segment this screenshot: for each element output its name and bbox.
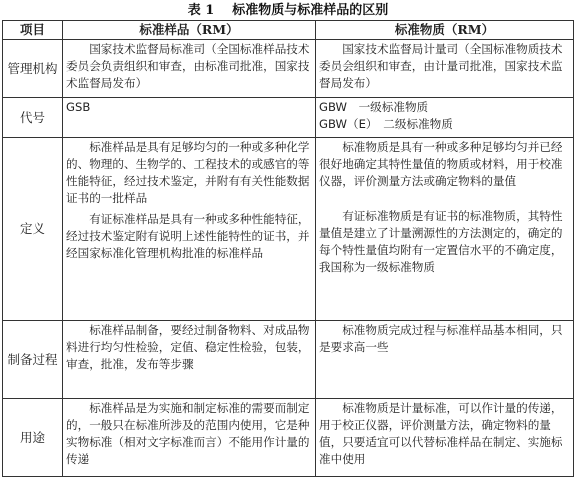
material-text: 标准物质是计量标准，可以作计量的传递，用于校正仪器，评价测量方法，确定物料的量值，只要适宜可以代替标准样品在制定、实施标准中使用 [319, 401, 563, 466]
material-text: 有证标准物质是有证书的标准物质，其特性量值是建立了计量溯源性的方法测定的，确定的每个特性量值均附有一定置信水平的不确定度，我国称为一级标准物质 [319, 209, 563, 274]
sample-text: GSB [66, 100, 91, 114]
row-preparation [3, 321, 574, 399]
row-management-agency [3, 40, 574, 98]
table-number: 表 1 [187, 3, 215, 18]
sample-cell [63, 399, 316, 477]
sample-text: 标准样品制备，要经过制备物料、对成品物料进行均匀性检验，定值、稳定性检验，包装，审查，批准，发布等步骤 [66, 323, 310, 371]
material-text: GBW 一级标准物质 [319, 100, 429, 114]
header-item: 项目 [3, 21, 63, 40]
header-standard-material: 标准物质（RM） [316, 21, 574, 40]
item-label: 定义 [3, 138, 63, 321]
sample-cell [63, 40, 316, 98]
material-cell [316, 40, 574, 98]
comparison-table [2, 20, 574, 477]
table-title: 标准物质与标准样品的区别 [232, 3, 389, 18]
row-code [3, 98, 574, 138]
row-usage [3, 399, 574, 477]
sample-text: 标准样品是具有足够均匀的一种或多种化学的、物理的、生物学的、工程技术的或感官的等性能特征，经过技术鉴定，并附有有关性能数据证书的一批样品 [66, 140, 310, 205]
material-text: GBW（E） 二级标准物质 [319, 117, 453, 131]
item-label: 制备过程 [3, 321, 63, 399]
table-caption [0, 2, 576, 20]
sample-text: 标准样品是为实施和制定标准的需要而制定的，一般只在标准所涉及的范围内使用，它是种实物标准（相对文字标准而言）不能用作计量的传递 [66, 401, 310, 466]
material-text: 国家技术监督局计量司（全国标准物质技术委员会组织和审查，由计量司批准，国家技术监督局发布） [319, 42, 563, 90]
header-standard-sample: 标准样品（RM） [63, 21, 316, 40]
material-text: 标准物质完成过程与标准样品基本相同，只是要求高一些 [319, 323, 563, 354]
item-label: 管理机构 [3, 40, 63, 98]
material-cell [316, 138, 574, 321]
item-label: 用途 [3, 399, 63, 477]
sample-cell [63, 138, 316, 321]
material-cell [316, 98, 574, 138]
sample-text: 国家技术监督局标准司（全国标准样品技术委员会负责组织和审查，由标准司批准，国家技术监督局发布） [66, 42, 310, 90]
sample-cell [63, 321, 316, 399]
material-cell [316, 399, 574, 477]
material-text: 标准物质是具有一种或多种足够均匀并已经很好地确定其特性量值的物质或材料，用于校准仪器，评价测量方法或确定物料的量值 [319, 140, 563, 188]
header-row [3, 21, 574, 40]
item-label: 代号 [3, 98, 63, 138]
material-cell [316, 321, 574, 399]
sample-text: 有证标准样品是具有一种或多种性能特征，经过技术鉴定附有说明上述性能特性的证书，并经国家标准化管理机构批准的标准样品 [66, 212, 310, 260]
sample-cell [63, 98, 316, 138]
row-definition [3, 138, 574, 321]
